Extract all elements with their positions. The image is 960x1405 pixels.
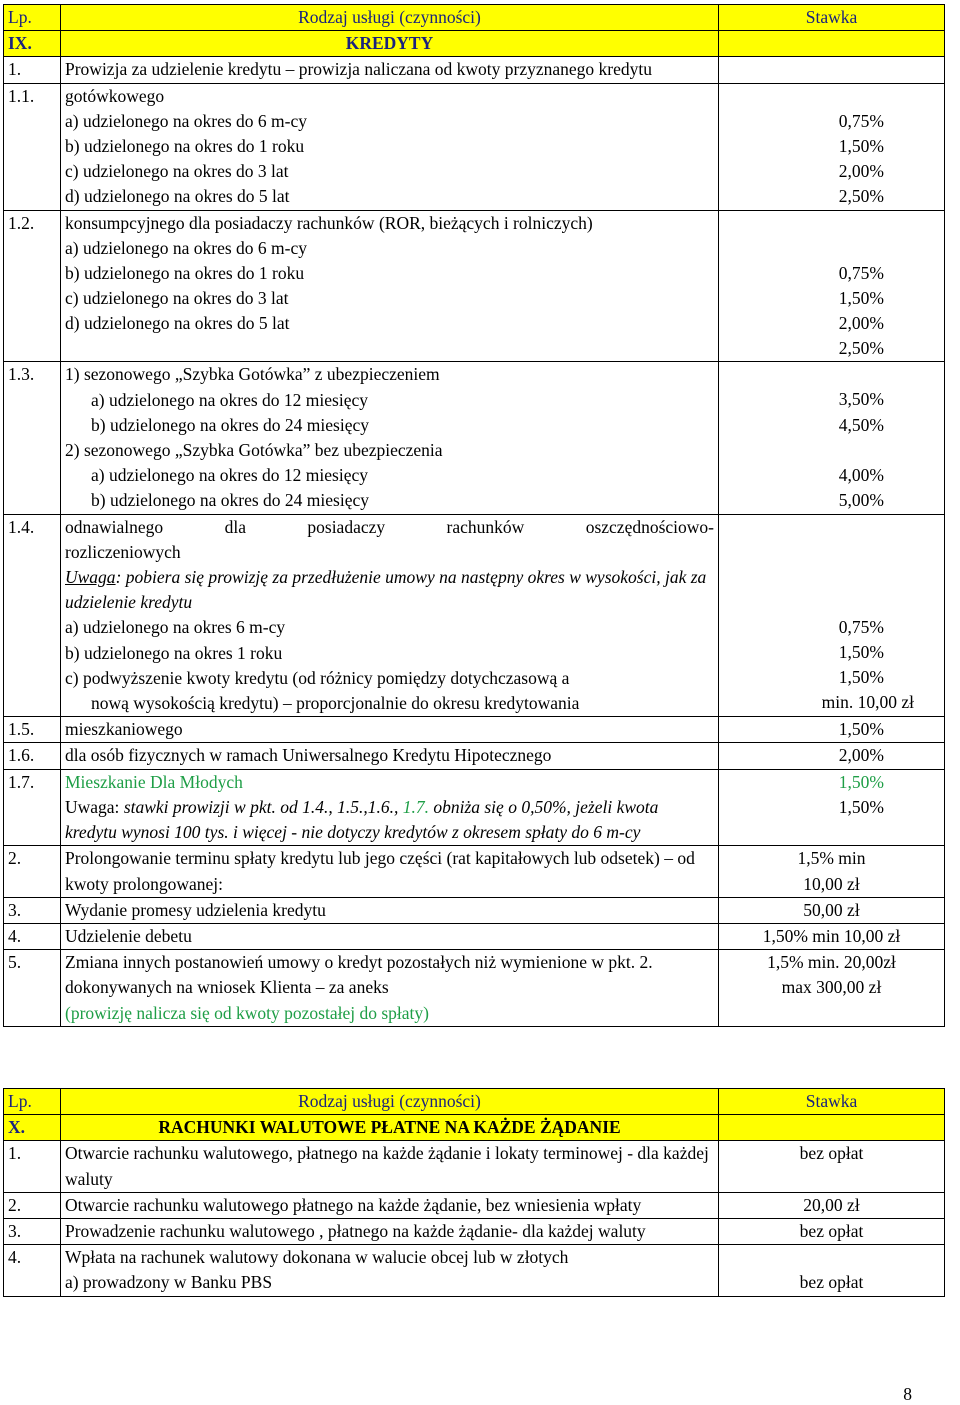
row-number: 3. — [4, 897, 61, 923]
row-number: 1.3. — [4, 362, 61, 514]
row-number: 1.6. — [4, 743, 61, 769]
header-lp: Lp. — [4, 5, 61, 31]
row-rate: 2,00% — [719, 743, 945, 769]
row-number: 1. — [4, 57, 61, 83]
row-number: 2. — [4, 846, 61, 897]
table-row — [4, 769, 945, 846]
row-rates — [719, 769, 945, 846]
row-rate: 1,50% min 10,00 zł — [719, 923, 945, 949]
rate-value: 2,50% — [838, 186, 884, 207]
row-content — [61, 950, 719, 1027]
row-number: 1.2. — [4, 210, 61, 362]
row-number: 2. — [4, 1192, 61, 1218]
row-text: Otwarcie rachunku walutowego, płatnego na każde żądanie i lokaty terminowej - dla każdej waluty — [61, 1141, 719, 1192]
row-text: Zmiana innych postanowień umowy o kredyt pozostałych niż wymienione w pkt. 2. dokonywanych na wniosek Klienta – za aneks — [65, 952, 653, 998]
note-text: obniża się o 0,50%, jeżeli kwota kredytu wynosi 100 tys. i więcej - nie dotyczy kredytów z okresem spłaty do 6 m-cy — [65, 796, 659, 843]
row-line: d) udzielonego na okres do 5 lat — [65, 313, 290, 334]
table-row — [4, 950, 945, 1027]
row-text: Otwarcie rachunku walutowego płatnego na każde żądanie, bez wniesienia wpłaty — [61, 1192, 719, 1218]
row-number: 4. — [4, 923, 61, 949]
row-title: 2) sezonowego „Szybka Gotówka” bez ubezpieczenia — [65, 440, 443, 461]
rate-value: 4,00% — [838, 464, 884, 485]
rate-value: 0,75% — [838, 110, 884, 131]
row-rates — [719, 950, 945, 1027]
header-rate: Stawka — [719, 1089, 945, 1115]
rate-value: 1,50% — [838, 667, 884, 688]
row-content — [61, 514, 719, 717]
note-text: stawki prowizji w pkt. od 1.4., 1.5.,1.6., — [123, 796, 403, 817]
table-row — [4, 362, 945, 514]
rate-value: 3,50% — [838, 389, 884, 410]
row-text: Prowadzenie rachunku walutowego , płatnego na każde żądanie- dla każdej waluty — [61, 1219, 719, 1245]
table-row — [4, 743, 945, 769]
row-rate: 50,00 zł — [719, 897, 945, 923]
table-header-row — [4, 1089, 945, 1115]
row-content — [61, 769, 719, 846]
note-highlight: 1.7. — [402, 796, 429, 817]
table-row — [4, 717, 945, 743]
row-rates — [719, 1245, 945, 1296]
rate-value: 1,50% — [838, 287, 884, 308]
rate-value: max 300,00 zł — [781, 977, 882, 998]
rate-value: 10,00 zł — [803, 873, 860, 894]
row-line: c) udzielonego na okres do 3 lat — [65, 288, 289, 309]
table-row — [4, 1141, 945, 1192]
table-row — [4, 897, 945, 923]
rate-value: 4,50% — [838, 414, 884, 435]
rate-value: 0,75% — [838, 262, 884, 283]
note-text: : pobiera się prowizję za przedłużenie umowy na następny okres w wysokości, jak za udzielenie kredytu — [65, 567, 707, 613]
row-text: Wydanie promesy udzielenia kredytu — [61, 897, 719, 923]
fees-table-credits — [3, 4, 945, 1027]
row-text: dla osób fizycznych w ramach Uniwersalnego Kredytu Hipotecznego — [61, 743, 719, 769]
row-note — [65, 795, 714, 845]
rate-value: 1,50% — [838, 641, 884, 662]
row-line: c) udzielonego na okres do 3 lat — [65, 161, 289, 182]
rate-value: bez opłat — [799, 1272, 864, 1293]
row-number: 5. — [4, 950, 61, 1027]
row-rate — [719, 57, 945, 83]
table-header-row — [4, 5, 945, 31]
row-title: gotówkowego — [65, 85, 165, 106]
row-number: 1.5. — [4, 717, 61, 743]
row-line: nową wysokością kredytu) – proporcjonalnie do okresu kredytowania — [91, 693, 580, 714]
row-content — [61, 210, 719, 362]
row-rate: 1,50% — [719, 717, 945, 743]
row-rates — [719, 210, 945, 362]
table-row — [4, 1192, 945, 1218]
row-line: a) udzielonego na okres do 12 miesięcy — [91, 465, 368, 486]
row-number: 1.7. — [4, 769, 61, 846]
section-title: RACHUNKI WALUTOWE PŁATNE NA KAŻDE ŻĄDANIE — [61, 1115, 719, 1141]
rate-value: 1,5% min. 20,00zł — [767, 952, 896, 973]
table-row — [4, 1219, 945, 1245]
note-label: Uwaga — [65, 567, 116, 588]
row-content — [61, 362, 719, 514]
row-rate: 20,00 zł — [719, 1192, 945, 1218]
row-text: Udzielenie debetu — [61, 923, 719, 949]
table-row — [4, 83, 945, 210]
row-text: Prowizja za udzielenie kredytu – prowizja naliczana od kwoty przyznanego kredytu — [61, 57, 719, 83]
row-title: konsumpcyjnego dla posiadaczy rachunków (ROR, bieżących i rolniczych) — [65, 212, 593, 233]
row-line: a) udzielonego na okres 6 m-cy — [65, 617, 286, 638]
section-row — [4, 31, 945, 57]
rate-value: 5,00% — [838, 490, 884, 511]
row-content — [61, 83, 719, 210]
row-text: Prolongowanie terminu spłaty kredytu lub jego części (rat kapitałowych lub odsetek) – od kwoty prolongowanej: — [61, 846, 719, 897]
table-row — [4, 923, 945, 949]
row-line: a) udzielonego na okres do 12 miesięcy — [91, 389, 368, 410]
fees-table-fx-accounts — [3, 1088, 945, 1297]
row-line: b) udzielonego na okres 1 roku — [65, 642, 283, 663]
row-title: odnawialnego dla posiadaczy rachunków oszczędnościowo- — [65, 516, 714, 537]
row-line: b) udzielonego na okres do 1 roku — [65, 136, 305, 157]
rate-value: 2,00% — [838, 313, 884, 334]
row-text: mieszkaniowego — [61, 717, 719, 743]
section-rate-empty — [719, 1115, 945, 1141]
row-rate: bez opłat — [719, 1141, 945, 1192]
row-note: (prowizję nalicza się od kwoty pozostałej do spłaty) — [65, 1002, 429, 1023]
header-service: Rodzaj usługi (czynności) — [61, 5, 719, 31]
row-title-cont: rozliczeniowych — [65, 541, 181, 562]
header-lp: Lp. — [4, 1089, 61, 1115]
table-row — [4, 846, 945, 897]
row-line: a) prowadzony w Banku PBS — [65, 1272, 273, 1293]
rate-value: 2,50% — [838, 338, 884, 359]
row-number: 1.4. — [4, 514, 61, 717]
row-rates — [719, 514, 945, 717]
row-line: b) udzielonego na okres do 1 roku — [65, 263, 305, 284]
row-rates — [719, 846, 945, 897]
page-number: 8 — [903, 1384, 912, 1404]
row-line: b) udzielonego na okres do 24 miesięcy — [91, 414, 369, 435]
table-row — [4, 210, 945, 362]
row-text: Wpłata na rachunek walutowy dokonana w walucie obcej lub w złotych — [65, 1247, 569, 1268]
note-prefix: Uwaga: — [65, 796, 124, 817]
row-number: 1. — [4, 1141, 61, 1192]
section-number: IX. — [4, 31, 61, 57]
rate-value: 0,75% — [838, 616, 884, 637]
section-title: KREDYTY — [61, 31, 719, 57]
table-row — [4, 1245, 945, 1296]
header-service: Rodzaj usługi (czynności) — [61, 1089, 719, 1115]
row-content — [61, 1245, 719, 1296]
row-title: 1) sezonowego „Szybka Gotówka” z ubezpieczeniem — [65, 364, 440, 385]
section-row — [4, 1115, 945, 1141]
row-rates — [719, 362, 945, 514]
row-line: d) udzielonego na okres do 5 lat — [65, 186, 290, 207]
rate-value: 1,5% min — [797, 848, 866, 869]
row-number: 3. — [4, 1219, 61, 1245]
rate-value: min. 10,00 zł — [821, 692, 914, 713]
row-line: b) udzielonego na okres do 24 miesięcy — [91, 490, 369, 511]
row-title: Mieszkanie Dla Młodych — [65, 771, 243, 792]
row-note — [65, 565, 714, 615]
table-row — [4, 57, 945, 83]
header-rate: Stawka — [719, 5, 945, 31]
row-rate: bez opłat — [719, 1219, 945, 1245]
rate-value: 1,50% — [838, 771, 884, 792]
row-line: c) podwyższenie kwoty kredytu (od różnicy pomiędzy dotychczasową a — [65, 667, 570, 688]
row-number: 1.1. — [4, 83, 61, 210]
row-number: 4. — [4, 1245, 61, 1296]
row-line: a) udzielonego na okres do 6 m-cy — [65, 110, 308, 131]
section-number: X. — [4, 1115, 61, 1141]
table-row — [4, 514, 945, 717]
row-line: a) udzielonego na okres do 6 m-cy — [65, 237, 308, 258]
rate-value: 2,00% — [838, 161, 884, 182]
row-rates — [719, 83, 945, 210]
rate-value: 1,50% — [838, 135, 884, 156]
section-rate-empty — [719, 31, 945, 57]
rate-value: 1,50% — [838, 796, 884, 817]
